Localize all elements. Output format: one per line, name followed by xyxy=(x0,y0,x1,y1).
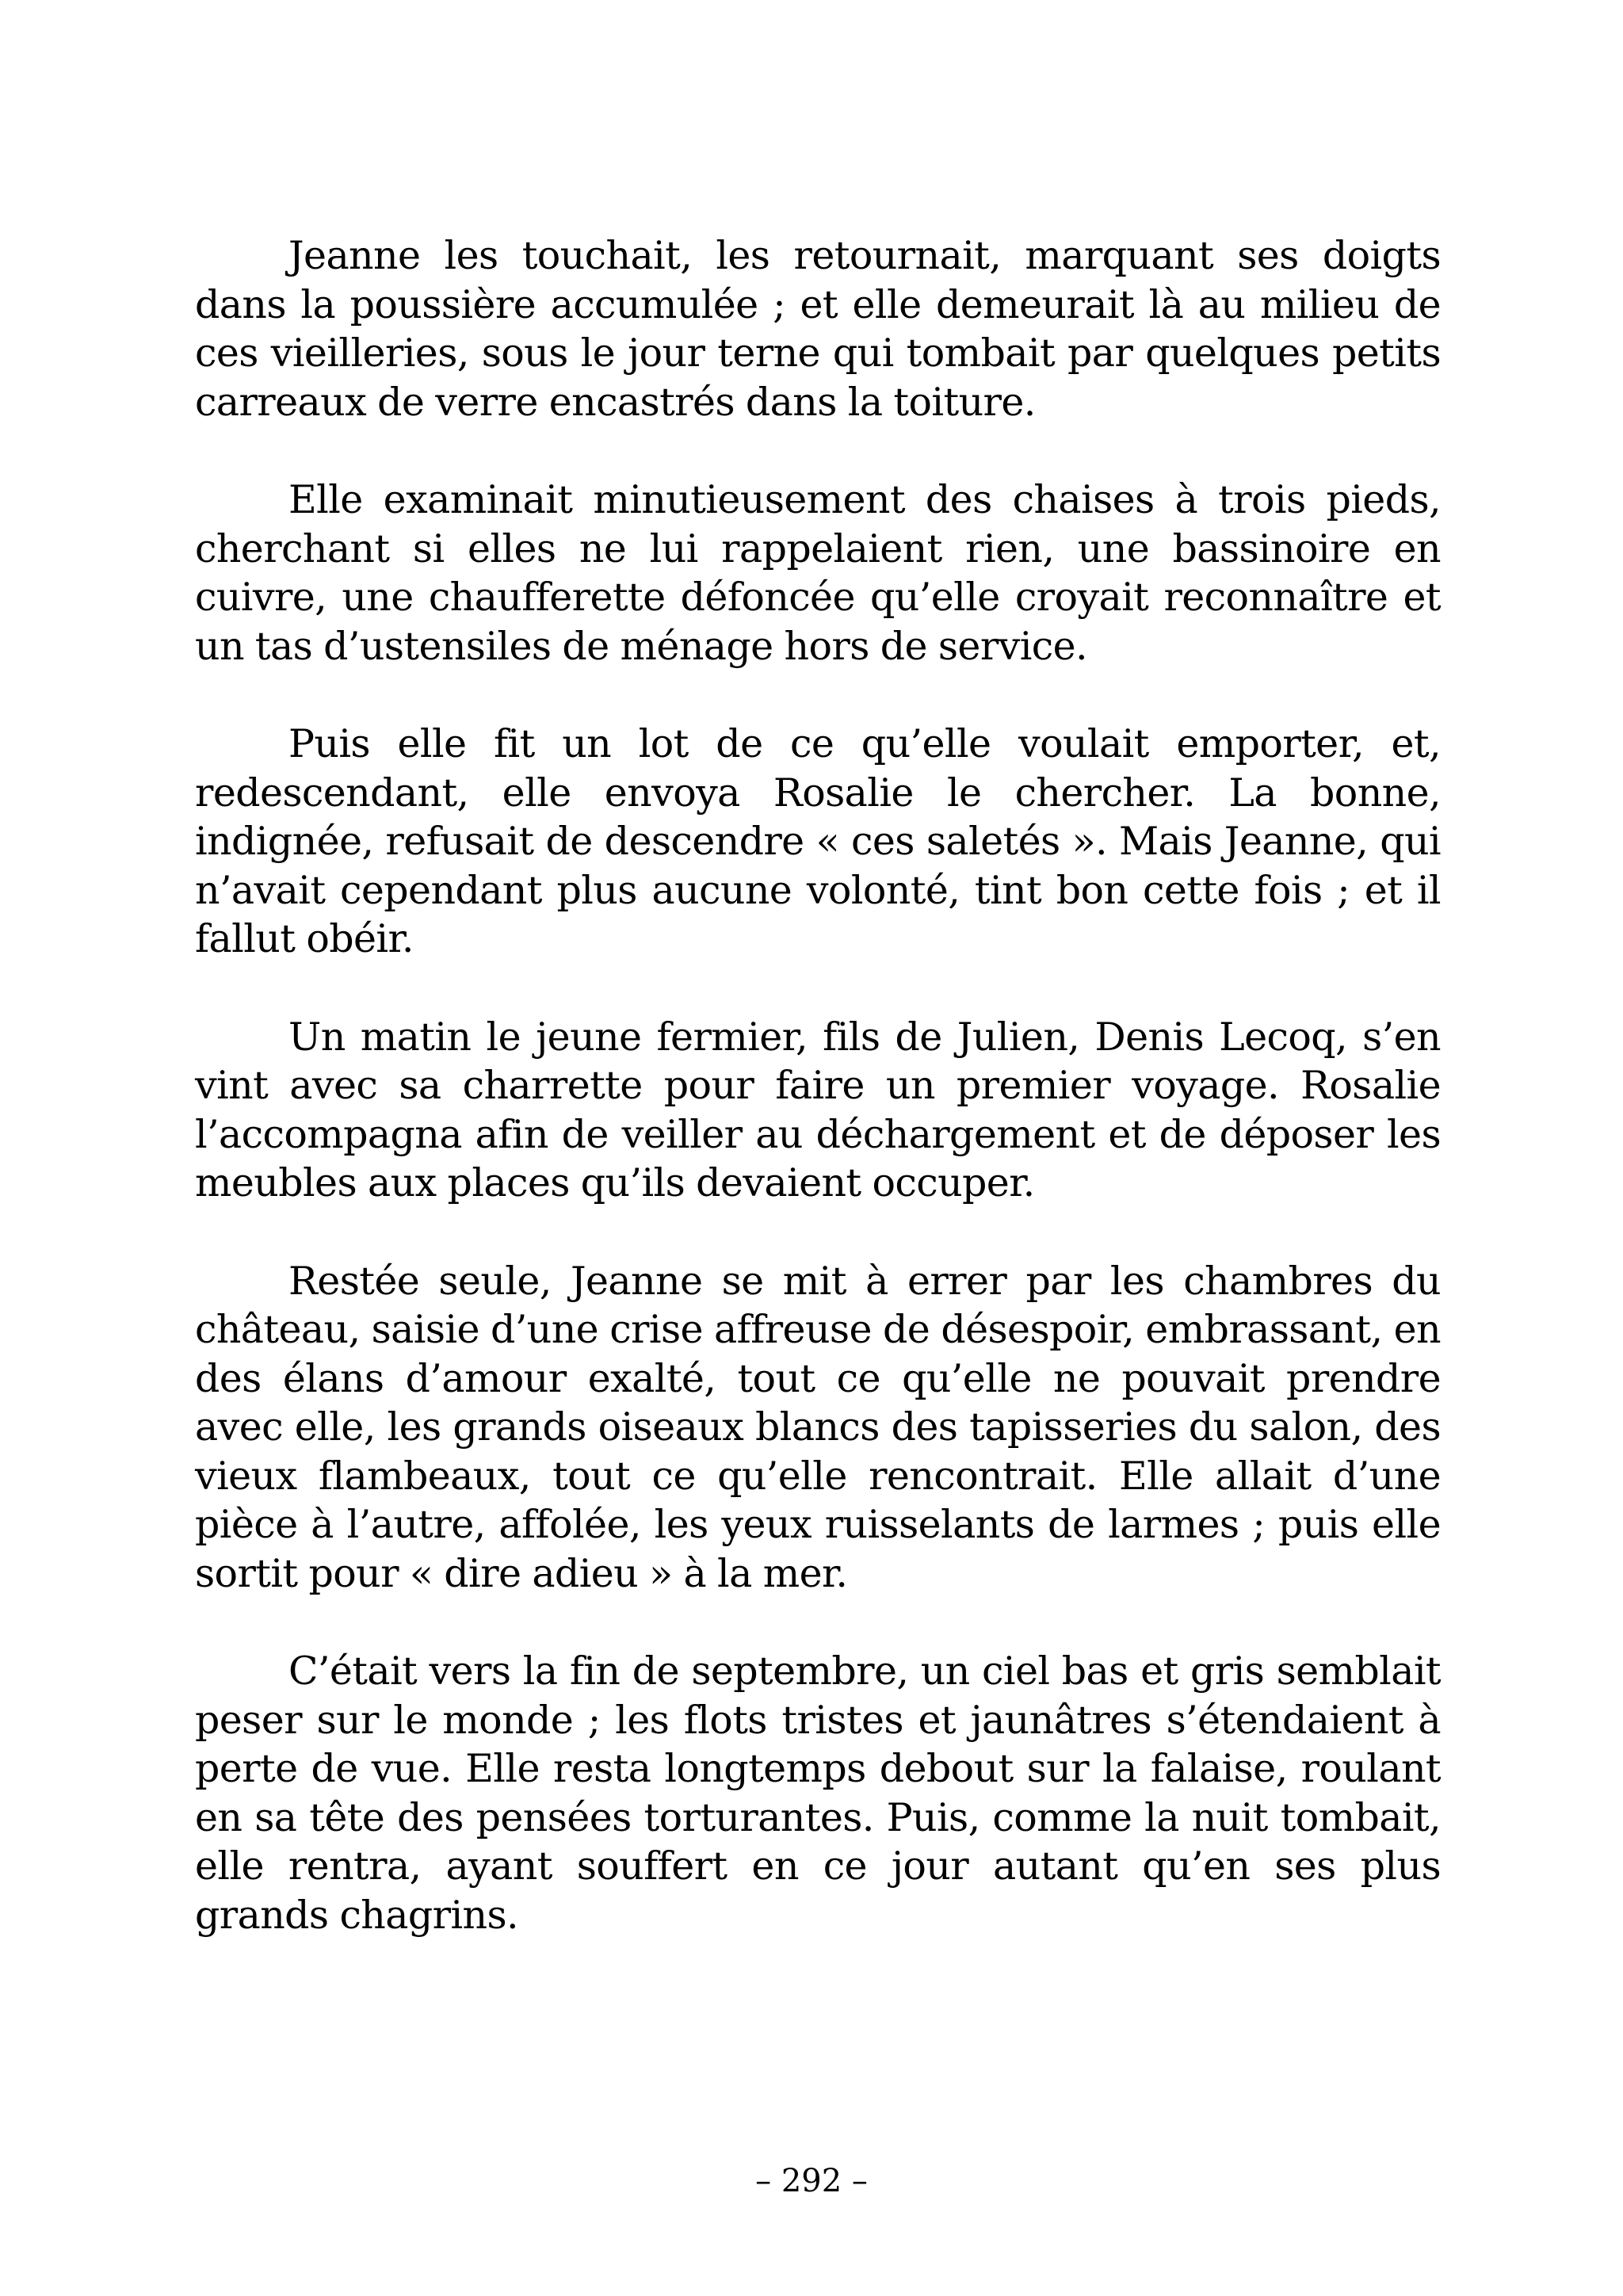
paragraph-1: Jeanne les touchait, les retournait, marquant ses doigts dans la poussière accumulée ; et elle demeurait là au milieu de ces vieilleries, sous le jour terne qui tombait par quelques petits carreaux de verre encastrés dans la toiture. xyxy=(195,233,1441,425)
paragraph-6: C’était vers la fin de septembre, un ciel bas et gris semblait peser sur le monde ; les flots tristes et jaunâtres s’étendaient à perte de vue. Elle resta longtemps debout sur la falaise, roulant en sa tête des pensées torturantes. Puis, comme la nuit tombait, elle rentra, ayant souffert en ce jour autant qu’en ses plus grands chagrins. xyxy=(195,1648,1441,1938)
page-number: – 292 – xyxy=(755,2163,868,2199)
paragraph-2: Elle examinait minutieusement des chaises à trois pieds, cherchant si elles ne lui rappelaient rien, une bassinoire en cuivre, une chaufferette défoncée qu’elle croyait reconnaître et un tas d’ustensiles de ménage hors de service. xyxy=(195,477,1441,669)
paragraph-3: Puis elle fit un lot de ce qu’elle voulait emporter, et, redescendant, elle envoya Rosalie le chercher. La bonne, indignée, refusait de descendre « ces saletés ». Mais Jeanne, qui n’avait cependant plus aucune volonté, tint bon cette fois ; et il fallut obéir. xyxy=(195,721,1441,961)
body-text xyxy=(195,231,1441,1939)
paragraph-5: Restée seule, Jeanne se mit à errer par les chambres du château, saisie d’une crise affreuse de désespoir, embrassant, en des élans d’amour exalté, tout ce qu’elle ne pouvait prendre avec elle, les grands oiseaux blancs des tapisseries du salon, des vieux flambeaux, tout ce qu’elle rencontrait. Elle allait d’une pièce à l’autre, affolée, les yeux ruisselants de larmes ; puis elle sortit pour « dire adieu » à la mer. xyxy=(195,1258,1441,1596)
paragraph-4: Un matin le jeune fermier, fils de Julien, Denis Lecoq, s’en vint avec sa charrette pour faire un premier voyage. Rosalie l’accompagna afin de veiller au déchargement et de déposer les meubles aux places qu’ils devaient occuper. xyxy=(195,1014,1441,1205)
